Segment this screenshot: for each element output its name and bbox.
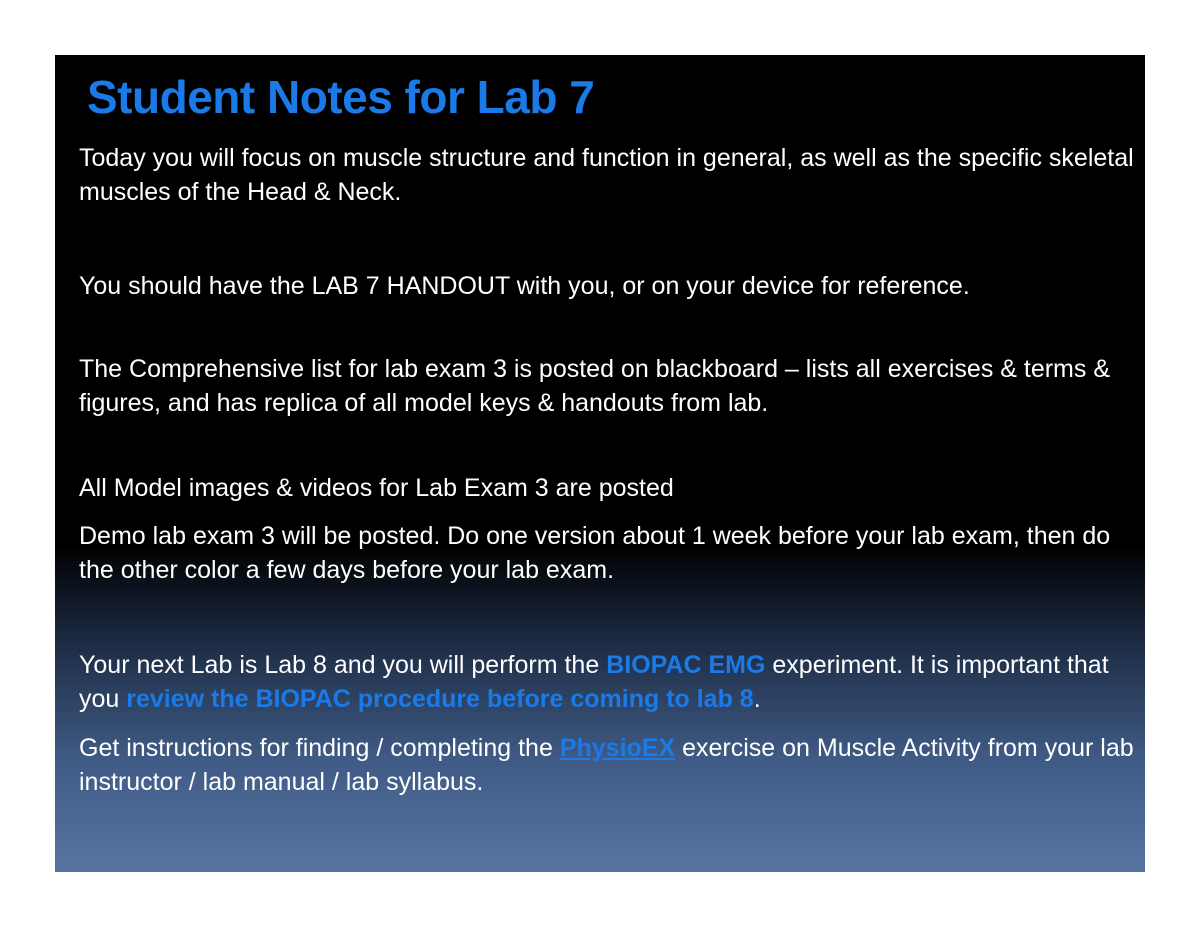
paragraph-next-lab <box>79 648 1137 716</box>
next-lab-text-a: Your next Lab is Lab 8 and you will perform the <box>79 651 607 679</box>
paragraph-focus: Today you will focus on muscle structure and function in general, as well as the specific skeletal muscles of the Head & Neck. <box>79 144 1134 206</box>
slide <box>55 55 1145 872</box>
paragraph-comprehensive-list: The Comprehensive list for lab exam 3 is posted on blackboard – lists all exercises & terms & figures, and has replica of all model keys & handouts from lab. <box>79 355 1111 417</box>
paragraph-model-images: All Model images & videos for Lab Exam 3 are posted <box>79 474 674 502</box>
physioex-link[interactable]: PhysioEX <box>559 734 676 762</box>
physioex-text-b: exercise on Muscle Activity from your lab instructor / lab manual / lab syllabus. <box>79 734 1134 796</box>
paragraph-demo-exam: Demo lab exam 3 will be posted. Do one version about 1 week before your lab exam, then do the other color a few days before your lab exam. <box>79 522 1111 584</box>
slide-title: Student Notes for Lab 7 <box>87 71 595 123</box>
review-biopac-highlight: review the BIOPAC procedure before coming to lab 8 <box>126 685 754 713</box>
biopac-emg-highlight: BIOPAC EMG <box>606 651 766 679</box>
next-lab-text-c: experiment. It is important that you <box>79 651 1109 713</box>
next-lab-text-e: . <box>753 685 761 713</box>
paragraph-physioex <box>79 731 1137 799</box>
physioex-text-a: Get instructions for finding / completing the <box>79 734 560 762</box>
paragraph-handout: You should have the LAB 7 HANDOUT with you, or on your device for reference. <box>79 272 970 300</box>
